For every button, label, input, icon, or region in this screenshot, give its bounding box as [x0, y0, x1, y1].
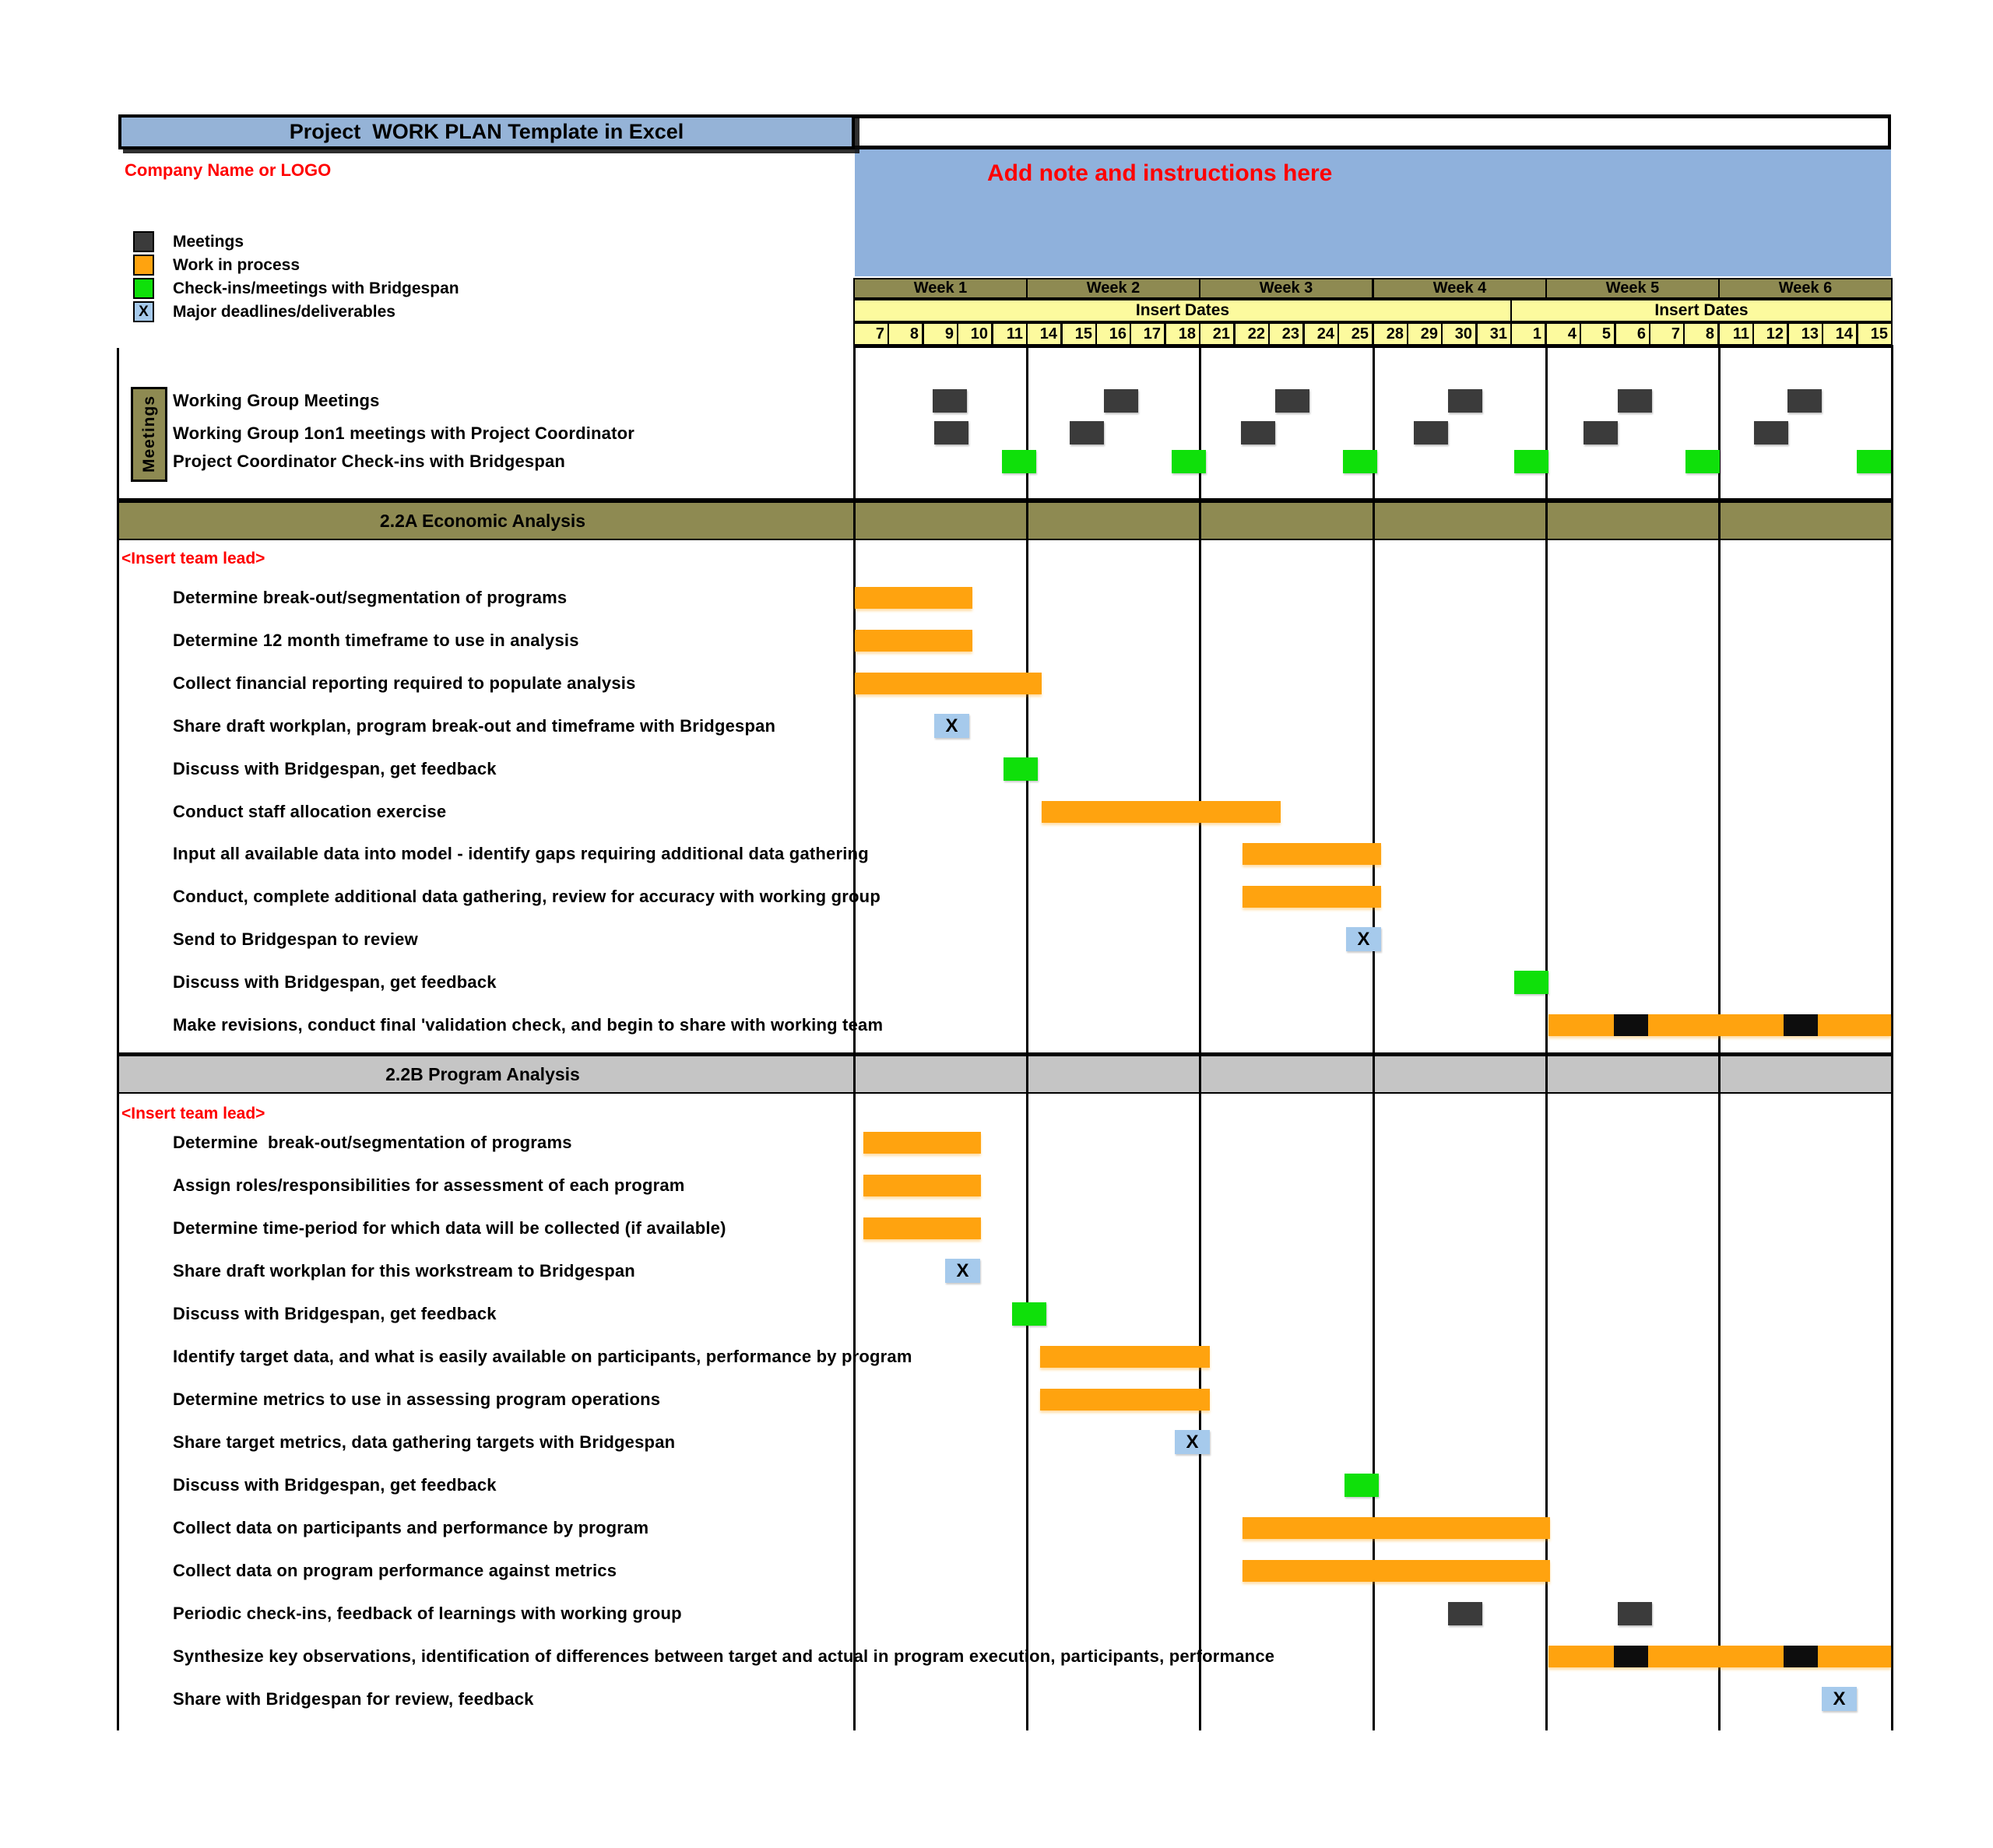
- task-label[interactable]: Share with Bridgespan for review, feedback: [173, 1689, 534, 1709]
- date-cell[interactable]: 8: [1683, 322, 1719, 346]
- week-divider-line: [853, 348, 856, 1730]
- team-lead-placeholder[interactable]: <Insert team lead>: [121, 1105, 265, 1123]
- legend-label: Work in process: [173, 255, 300, 274]
- week-divider-line: [1718, 348, 1721, 1730]
- meeting-marker[interactable]: [1448, 389, 1482, 413]
- date-cell[interactable]: 7: [853, 322, 889, 346]
- task-label[interactable]: Discuss with Bridgespan, get feedback: [173, 759, 497, 778]
- task-label[interactable]: Determine break-out/segmentation of programs: [173, 1133, 572, 1152]
- legend-swatch-deadline-icon: X: [133, 301, 154, 322]
- work-bar[interactable]: [855, 673, 1042, 694]
- section-title: 2.2B Program Analysis: [385, 1063, 580, 1084]
- week-header-cell: Week 6: [1718, 278, 1893, 299]
- meeting-marker[interactable]: [1414, 421, 1448, 444]
- work-bar[interactable]: [855, 630, 972, 652]
- legend-item: [133, 231, 244, 252]
- date-cell[interactable]: 8: [888, 322, 923, 346]
- work-bar[interactable]: [1040, 1389, 1210, 1411]
- legend-swatch-meeting-icon: [133, 231, 154, 252]
- date-cell[interactable]: 13: [1787, 322, 1823, 346]
- task-label[interactable]: Input all available data into model - identify gaps requiring additional data gathering: [173, 844, 869, 863]
- task-label[interactable]: Send to Bridgespan to review: [173, 929, 418, 949]
- week-header-cell: Week 1: [853, 278, 1028, 299]
- checkin-marker[interactable]: [1343, 450, 1377, 473]
- legend-swatch-checkin-icon: [133, 278, 154, 299]
- legend-label: Meetings: [173, 232, 244, 251]
- legend-swatch-work-icon: [133, 255, 154, 276]
- work-bar[interactable]: [863, 1132, 981, 1154]
- meeting-marker[interactable]: [1787, 389, 1822, 413]
- week-divider-line: [1891, 348, 1893, 1730]
- date-cell[interactable]: 21: [1199, 322, 1235, 346]
- date-cell[interactable]: 4: [1545, 322, 1581, 346]
- task-label[interactable]: Synthesize key observations, identification of differences between target and actual in program execution, participants, performance: [173, 1646, 1275, 1666]
- meeting-row-label[interactable]: Working Group Meetings: [173, 391, 380, 410]
- legend-item: [133, 255, 300, 276]
- date-cell[interactable]: 14: [1822, 322, 1858, 346]
- work-bar[interactable]: [1042, 801, 1281, 823]
- meeting-marker[interactable]: [1754, 421, 1788, 444]
- work-bar[interactable]: [1040, 1346, 1210, 1368]
- date-cell[interactable]: 30: [1441, 322, 1477, 346]
- week-divider-line: [1026, 348, 1028, 1730]
- page-title: Project WORK PLAN Template in Excel: [289, 120, 684, 143]
- task-label[interactable]: Identify target data, and what is easily available on participants, performance by program: [173, 1347, 912, 1366]
- work-bar[interactable]: [1243, 1517, 1550, 1539]
- section-header: [117, 1056, 1891, 1094]
- work-bar[interactable]: [1548, 1014, 1891, 1036]
- meeting-marker[interactable]: [933, 389, 967, 413]
- meeting-row-label[interactable]: Project Coordinator Check-ins with Bridgespan: [173, 451, 566, 471]
- meeting-marker[interactable]: [1614, 1014, 1648, 1036]
- date-cell[interactable]: 25: [1337, 322, 1373, 346]
- date-cell[interactable]: 23: [1268, 322, 1304, 346]
- task-label[interactable]: Collect financial reporting required to populate analysis: [173, 673, 636, 693]
- work-bar[interactable]: [855, 587, 972, 609]
- meeting-marker[interactable]: [1584, 421, 1618, 444]
- meeting-marker[interactable]: [1448, 1602, 1482, 1625]
- task-label[interactable]: Make revisions, conduct final 'validation check, and begin to share with working team: [173, 1015, 884, 1035]
- date-cell[interactable]: 7: [1649, 322, 1685, 346]
- deadline-marker[interactable]: X: [945, 1259, 980, 1283]
- date-cell[interactable]: 15: [1857, 322, 1893, 346]
- legend-item: [133, 301, 395, 322]
- legend-item: [133, 278, 459, 299]
- checkin-marker[interactable]: [1514, 971, 1548, 994]
- date-cell[interactable]: 11: [992, 322, 1028, 346]
- task-label[interactable]: Assign roles/responsibilities for assessment of each program: [173, 1175, 685, 1195]
- section-header: [117, 503, 1891, 540]
- notes-placeholder[interactable]: Add note and instructions here: [987, 160, 1333, 186]
- date-cell[interactable]: 12: [1752, 322, 1788, 346]
- title-strip: [855, 114, 1891, 149]
- date-cell[interactable]: 6: [1615, 322, 1650, 346]
- date-cell[interactable]: 1: [1510, 322, 1546, 346]
- task-label[interactable]: Determine metrics to use in assessing program operations: [173, 1390, 661, 1409]
- checkin-marker[interactable]: [1514, 450, 1548, 473]
- checkin-marker[interactable]: [1012, 1302, 1046, 1326]
- date-cell[interactable]: 15: [1061, 322, 1097, 346]
- meeting-marker[interactable]: [1618, 389, 1652, 413]
- deadline-marker[interactable]: X: [1346, 927, 1381, 951]
- checkin-marker[interactable]: [1002, 450, 1036, 473]
- task-label[interactable]: Determine 12 month timeframe to use in analysis: [173, 631, 579, 650]
- work-bar[interactable]: [863, 1175, 981, 1196]
- date-cell[interactable]: 17: [1130, 322, 1165, 346]
- section-title: 2.2A Economic Analysis: [379, 510, 586, 531]
- insert-dates-cell[interactable]: Insert Dates: [853, 299, 1512, 322]
- date-cell[interactable]: 28: [1373, 322, 1408, 346]
- date-cell[interactable]: 5: [1580, 322, 1615, 346]
- date-cell[interactable]: 16: [1095, 322, 1131, 346]
- deadline-marker[interactable]: X: [934, 714, 969, 738]
- insert-dates-cell[interactable]: Insert Dates: [1510, 299, 1893, 322]
- work-bar[interactable]: [1548, 1646, 1891, 1667]
- week-header-cell: Week 2: [1026, 278, 1200, 299]
- task-label[interactable]: Discuss with Bridgespan, get feedback: [173, 1475, 497, 1495]
- task-label[interactable]: Conduct staff allocation exercise: [173, 802, 447, 821]
- work-bar[interactable]: [1243, 886, 1381, 908]
- meeting-marker[interactable]: [1275, 389, 1309, 413]
- table-left-border: [117, 348, 119, 1730]
- task-label[interactable]: Determine time-period for which data will be collected (if available): [173, 1218, 726, 1238]
- work-bar[interactable]: [863, 1217, 981, 1239]
- legend-label: Check-ins/meetings with Bridgespan: [173, 279, 459, 297]
- section-separator: [117, 1052, 1893, 1056]
- week-header-cell: Week 3: [1199, 278, 1373, 299]
- company-name-placeholder[interactable]: Company Name or LOGO: [125, 160, 332, 180]
- checkin-marker[interactable]: [1172, 450, 1206, 473]
- legend-label: Major deadlines/deliverables: [173, 302, 395, 321]
- date-cell[interactable]: 9: [923, 322, 958, 346]
- workbook-title-bar: [118, 114, 855, 149]
- meeting-marker[interactable]: [1241, 421, 1275, 444]
- meeting-marker[interactable]: [1618, 1602, 1652, 1625]
- meeting-marker[interactable]: [1070, 421, 1104, 444]
- task-label[interactable]: Conduct, complete additional data gathering, review for accuracy with working group: [173, 887, 881, 906]
- task-label[interactable]: Share draft workplan for this workstream to Bridgespan: [173, 1261, 635, 1281]
- date-cell[interactable]: 24: [1303, 322, 1339, 346]
- notes-area[interactable]: [855, 149, 1891, 276]
- task-label[interactable]: Determine break-out/segmentation of programs: [173, 588, 568, 607]
- week-header-cell: Week 5: [1545, 278, 1720, 299]
- date-cell[interactable]: 11: [1718, 322, 1754, 346]
- meeting-marker[interactable]: [1784, 1646, 1818, 1667]
- task-label[interactable]: Periodic check-ins, feedback of learnings with working group: [173, 1604, 682, 1623]
- date-cell[interactable]: 29: [1407, 322, 1443, 346]
- meeting-marker[interactable]: [934, 421, 968, 444]
- task-label[interactable]: Discuss with Bridgespan, get feedback: [173, 1304, 497, 1323]
- task-label[interactable]: Discuss with Bridgespan, get feedback: [173, 972, 497, 992]
- task-label[interactable]: Collect data on participants and performance by program: [173, 1518, 649, 1537]
- date-cell[interactable]: 18: [1165, 322, 1200, 346]
- week-header-cell: Week 4: [1373, 278, 1547, 299]
- task-label[interactable]: Collect data on program performance against metrics: [173, 1561, 617, 1580]
- meetings-group-label: Meetings: [131, 387, 167, 482]
- date-cell[interactable]: 22: [1234, 322, 1270, 346]
- meeting-marker[interactable]: [1614, 1646, 1648, 1667]
- team-lead-placeholder[interactable]: <Insert team lead>: [121, 550, 265, 567]
- date-cell[interactable]: 31: [1476, 322, 1512, 346]
- task-label[interactable]: Share target metrics, data gathering targets with Bridgespan: [173, 1432, 676, 1452]
- deadline-marker[interactable]: X: [1822, 1687, 1857, 1711]
- work-bar[interactable]: [1243, 1560, 1550, 1582]
- work-bar[interactable]: [1243, 843, 1381, 865]
- date-cell[interactable]: 10: [957, 322, 993, 346]
- meeting-row-label[interactable]: Working Group 1on1 meetings with Project Coordinator: [173, 423, 635, 443]
- section-separator: [117, 498, 1893, 503]
- deadline-marker[interactable]: X: [1175, 1430, 1210, 1454]
- task-label[interactable]: Share draft workplan, program break-out and timeframe with Bridgespan: [173, 716, 776, 736]
- checkin-marker[interactable]: [1685, 450, 1720, 473]
- checkin-marker[interactable]: [1344, 1474, 1379, 1497]
- checkin-marker[interactable]: [1857, 450, 1891, 473]
- week-divider-line: [1199, 348, 1201, 1730]
- meeting-marker[interactable]: [1104, 389, 1138, 413]
- date-cell[interactable]: 14: [1026, 322, 1062, 346]
- meeting-marker[interactable]: [1784, 1014, 1818, 1036]
- checkin-marker[interactable]: [1004, 757, 1038, 781]
